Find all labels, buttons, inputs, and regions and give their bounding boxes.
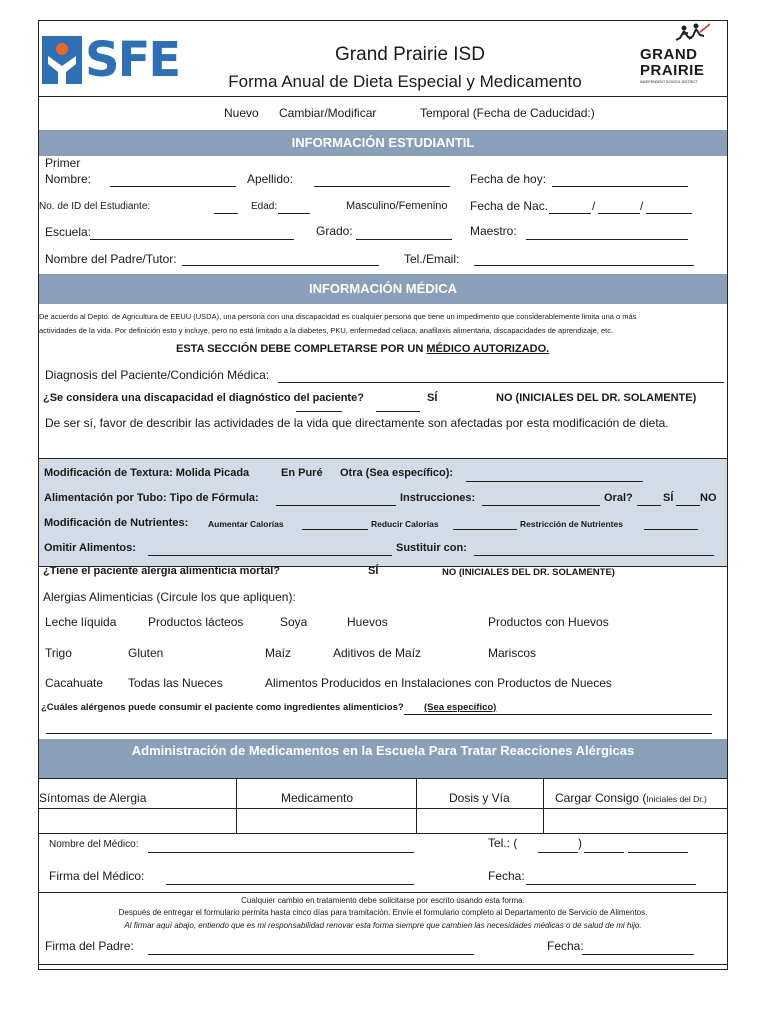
instructions-label: Instrucciones: xyxy=(400,492,476,504)
footer-line-1: Cualquier cambio en tratamiento debe solicitarse por escrito usando esta forma. xyxy=(241,896,525,905)
tube-feeding-label: Alimentación por Tubo: Tipo de Fórmula: xyxy=(44,492,259,504)
dob-month-field[interactable] xyxy=(549,213,591,214)
physician-phone-line-field[interactable] xyxy=(628,852,688,853)
student-id-label: No. de ID del Estudiante: xyxy=(39,201,151,212)
last-name-field[interactable] xyxy=(314,186,450,187)
fatal-allergy-question: ¿Tiene el paciente alergia alimenticia mortal? xyxy=(43,565,280,577)
allergy-gluten[interactable]: Gluten xyxy=(128,646,164,660)
physician-required-note xyxy=(176,343,549,355)
oral-yes-field[interactable] xyxy=(637,505,661,506)
medical-section-title: INFORMACIÓN MÉDICA xyxy=(39,274,727,304)
age-label: Edad: xyxy=(251,201,278,212)
parent-date-label: Fecha: xyxy=(547,939,584,953)
physician-required-emphasis: MÉDICO AUTORIZADO. xyxy=(426,343,550,355)
grade-field[interactable] xyxy=(356,239,452,240)
allergen-ingredients-question: ¿Cuáles alérgenos puede consumir el paciente como ingredientes alimenticios? xyxy=(41,702,404,713)
describe-activities: De ser sí, favor de describir las actividades de la vida que directamente son afectadas por esta modificación de dieta. xyxy=(45,416,669,430)
footer-line-3: Al firmar aquí abajo, entiendo que es mi responsabilidad renovar esta forma siempre que cambien las necesidades médicas o de salud de mi hijo. xyxy=(124,921,642,930)
allergen-ingredients-field[interactable] xyxy=(404,714,712,715)
last-name-label: Apellido: xyxy=(247,172,294,186)
student-id-field[interactable] xyxy=(214,213,238,214)
oral-yes[interactable]: SÍ xyxy=(663,492,674,504)
allergen-ingredients-field-2[interactable] xyxy=(46,733,712,734)
physician-signature-label: Firma del Médico: xyxy=(49,869,145,883)
texture-pureed[interactable]: En Puré xyxy=(281,467,323,479)
form-title: Forma Anual de Dieta Especial y Medicamento xyxy=(228,72,582,91)
first-name-label-2: Nombre: xyxy=(45,172,92,186)
allergy-corn[interactable]: Maíz xyxy=(265,646,292,660)
option-change[interactable]: Cambiar/Modificar xyxy=(279,106,377,120)
disability-no[interactable]: NO (INICIALES DEL DR. SOLAMENTE) xyxy=(496,392,697,404)
age-field[interactable] xyxy=(278,213,310,214)
physician-phone-area-field[interactable] xyxy=(538,852,578,853)
allergen-ingredients-specific: (Sea específico) xyxy=(424,702,497,713)
allergy-peanut[interactable]: Cacahuate xyxy=(45,676,104,690)
oral-no-field[interactable] xyxy=(676,505,700,506)
nutrient-restriction-field[interactable] xyxy=(644,529,698,530)
physician-required-text: ESTA SECCIÓN DEBE COMPLETARSE POR UN xyxy=(176,343,427,355)
parent-name-field[interactable] xyxy=(182,265,379,266)
option-temporary[interactable]: Temporal (Fecha de Caducidad:) xyxy=(420,106,595,120)
contact-field[interactable] xyxy=(474,265,694,266)
district-logo-tag: INDEPENDENT SCHOOL DISTRICT xyxy=(640,80,698,84)
fatal-allergy-no[interactable]: NO (INICIALES DEL DR. SOLAMENTE) xyxy=(442,567,615,578)
physician-phone-label: Tel.: ( xyxy=(488,836,518,850)
student-section-title: INFORMACIÓN ESTUDIANTIL xyxy=(39,130,727,156)
sfe-logo-mark-icon xyxy=(42,36,82,84)
teacher-field[interactable] xyxy=(526,239,688,240)
reduce-calories[interactable]: Reducir Calorías xyxy=(371,519,439,529)
substitute-field[interactable] xyxy=(474,555,714,556)
today-label: Fecha de hoy: xyxy=(470,172,547,186)
col-allergy-symptoms: Síntomas de Alergia xyxy=(39,791,147,805)
contact-label: Tel./Email: xyxy=(404,252,460,266)
first-name-label-1: Primer xyxy=(45,156,81,170)
allergy-soy[interactable]: Soya xyxy=(280,615,308,629)
col-dose-route: Dosis y Vía xyxy=(449,791,510,805)
disability-yes-field[interactable] xyxy=(296,411,342,412)
increase-calories[interactable]: Aumentar Calorías xyxy=(208,519,284,529)
allergy-dairy[interactable]: Productos lácteos xyxy=(148,615,244,629)
grand-prairie-logo xyxy=(640,22,710,88)
allergy-liquid-milk[interactable]: Leche líquida xyxy=(45,615,117,629)
omit-foods-label: Omitir Alimentos: xyxy=(44,542,136,554)
texture-other-field[interactable] xyxy=(466,481,643,482)
nutrient-mod-label: Modificación de Nutrientes: xyxy=(44,517,189,529)
physician-date-field[interactable] xyxy=(526,884,696,885)
substitute-label: Sustituir con: xyxy=(396,542,467,554)
parent-name-label: Nombre del Padre/Tutor: xyxy=(45,252,177,266)
disability-yes[interactable]: SÍ xyxy=(427,392,438,404)
col-carry-initials: Iniciales del Dr.) xyxy=(646,794,707,804)
district-logo-line1: GRAND xyxy=(640,46,698,63)
dob-year-field[interactable] xyxy=(646,213,692,214)
physician-signature-field[interactable] xyxy=(166,884,414,885)
nutrient-restriction[interactable]: Restricción de Nutrientes xyxy=(520,519,623,529)
district-title: Grand Prairie ISD xyxy=(335,44,485,65)
dob-label: Fecha de Nac. xyxy=(470,199,549,213)
diagnosis-label: Diagnosis del Paciente/Condición Médica: xyxy=(45,368,270,382)
allergy-circle-instruction: Alergias Alimenticias (Circule los que apliquen): xyxy=(43,590,296,604)
parent-signature-field[interactable] xyxy=(148,954,474,955)
physician-phone-prefix-field[interactable] xyxy=(584,852,624,853)
instructions-field[interactable] xyxy=(482,505,600,506)
dob-day-field[interactable] xyxy=(598,213,640,214)
today-field[interactable] xyxy=(552,186,688,187)
dob-separator: / xyxy=(592,199,596,213)
dob-separator: / xyxy=(640,199,644,213)
school-label: Escuela: xyxy=(45,225,92,239)
oral-no[interactable]: NO xyxy=(700,492,717,504)
col-carry-label: Cargar Consigo ( xyxy=(555,791,647,805)
usda-text-2: actividades de la vida. Por definición esto y incluye, pero no está limitado a la diabetes, PKU, enfermedad celiaca, anafilaxis alimentaria, discapacidades de aprendizaje, etc. xyxy=(39,326,614,335)
reduce-calories-field[interactable] xyxy=(453,529,517,530)
allergy-corn-additives[interactable]: Aditivos de Maíz xyxy=(333,646,422,660)
disability-no-field[interactable] xyxy=(376,411,420,412)
physician-name-label: Nombre del Médico: xyxy=(49,839,139,850)
texture-label: Modificación de Textura: Molida Picada xyxy=(44,467,250,479)
col-medication: Medicamento xyxy=(281,791,354,805)
school-field[interactable] xyxy=(90,239,294,240)
formula-type-field[interactable] xyxy=(276,505,396,506)
sfe-logo-text: SFE xyxy=(85,32,180,88)
runners-icon xyxy=(640,22,710,46)
allergy-shellfish[interactable]: Mariscos xyxy=(488,646,537,660)
phone-paren: ) xyxy=(578,836,582,850)
allergy-wheat[interactable]: Trigo xyxy=(45,646,72,660)
col-carry xyxy=(555,791,707,805)
physician-date-label: Fecha: xyxy=(488,869,525,883)
usda-text-1: De acuerdo al Depto. de Agricultura de EEUU (USDA), una persona con una discapacidad es cualquier persona que tiene un impedimento que considerablemente limita una o más xyxy=(39,312,637,321)
oral-label: Oral? xyxy=(604,492,633,504)
texture-other-label: Otra (Sea específico): xyxy=(340,467,454,479)
teacher-label: Maestro: xyxy=(470,224,517,238)
allergy-tree-nuts[interactable]: Todas las Nueces xyxy=(128,676,223,690)
footer-line-2: Después de entregar el formulario permita hasta cinco días para tramitación. Envíe el formulario completo al Departamento de Servicio de Alimentos. xyxy=(118,908,648,917)
parent-date-field[interactable] xyxy=(582,954,694,955)
option-new[interactable]: Nuevo xyxy=(224,106,259,120)
disability-question: ¿Se considera una discapacidad el diagnóstico del paciente? xyxy=(43,392,364,404)
diagnosis-field[interactable] xyxy=(278,382,724,383)
allergy-eggs[interactable]: Huevos xyxy=(347,615,388,629)
sfe-logo xyxy=(42,32,182,88)
omit-foods-field[interactable] xyxy=(148,555,392,556)
physician-name-field[interactable] xyxy=(148,852,414,853)
medication-section-title: Administración de Medicamentos en la Escuela Para Tratar Reacciones Alérgicas xyxy=(39,739,727,778)
fatal-allergy-yes[interactable]: SÍ xyxy=(368,565,379,577)
gender-label[interactable]: Masculino/Femenino xyxy=(346,200,448,212)
first-name-field[interactable] xyxy=(110,186,236,187)
allergy-nut-facility[interactable]: Alimentos Producidos en Instalaciones con Productos de Nueces xyxy=(265,676,612,690)
increase-calories-field[interactable] xyxy=(302,529,368,530)
parent-signature-label: Firma del Padre: xyxy=(45,939,134,953)
allergy-egg-products[interactable]: Productos con Huevos xyxy=(488,615,609,629)
grade-label: Grado: xyxy=(316,224,353,238)
district-logo-line2: PRAIRIE xyxy=(640,62,705,79)
